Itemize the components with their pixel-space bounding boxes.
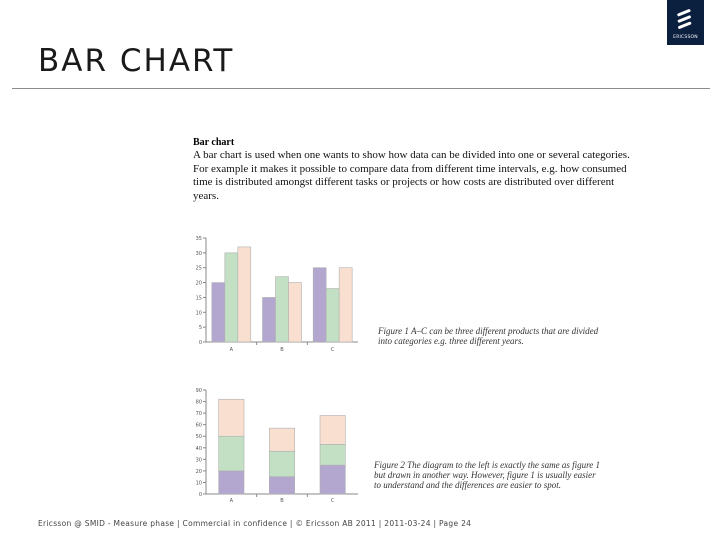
y-tick-label: 0: [198, 492, 202, 498]
bar: [326, 289, 339, 342]
x-tick-label: B: [280, 347, 284, 353]
bar: [225, 253, 238, 342]
bar-segment: [219, 471, 244, 494]
x-tick-label: C: [330, 347, 335, 353]
bar-segment: [269, 451, 294, 476]
bar: [276, 277, 289, 342]
y-tick-label: 20: [195, 280, 202, 287]
bar: [238, 247, 251, 342]
grouped-bar-chart-svg: [188, 232, 364, 356]
bar-segment: [320, 415, 345, 444]
y-tick-label: 0: [198, 340, 202, 346]
bar: [339, 268, 352, 342]
y-tick-label: 80: [195, 399, 202, 406]
bar: [212, 283, 225, 342]
y-tick-label: 60: [195, 422, 202, 429]
y-tick-label: 50: [195, 434, 202, 441]
y-tick-label: 90: [195, 388, 202, 394]
x-tick-label: A: [229, 498, 234, 504]
slide-title: BAR CHART: [38, 43, 235, 79]
figure1-caption: Figure 1 A–C can be three different products that are divided into categories e.g. three different years.: [378, 326, 599, 346]
bar: [288, 283, 301, 342]
bar: [263, 297, 276, 342]
y-tick-label: 30: [195, 457, 202, 464]
y-tick-label: 70: [195, 411, 202, 418]
figure2-caption: Figure 2 The diagram to the left is exactly the same as figure 1 but drawn in another way. However, figure 1 is usually easier to understand and the differences are easier to spot.: [374, 460, 601, 490]
x-tick-label: C: [330, 498, 335, 504]
bar-segment: [320, 465, 345, 494]
bar-segment: [219, 399, 244, 436]
slide-footer: Ericsson @ SMID - Measure phase | Commercial in confidence | © Ericsson AB 2011 | 2011-03-24 | Page 24: [38, 519, 472, 528]
stacked-bar-chart: [188, 384, 364, 515]
y-tick-label: 30: [195, 250, 202, 257]
document-heading: Bar chart: [193, 137, 235, 148]
y-tick-label: 15: [195, 295, 202, 302]
grouped-bar-chart: [188, 232, 364, 361]
logo-wordmark: ERICSSON: [673, 35, 698, 40]
ericsson-logo: [667, 0, 704, 45]
y-tick-label: 5: [198, 325, 202, 332]
bar-segment: [219, 436, 244, 471]
y-tick-label: 10: [195, 480, 202, 487]
y-tick-label: 20: [195, 468, 202, 475]
bar-segment: [320, 444, 345, 465]
document-body: A bar chart is used when one wants to show how data can be divided into one or several categories. For example it makes it possible to compare data from different time intervals, e.g. how consumed time is distributed amongst different tasks or projects or how costs are distributed over different years.: [193, 149, 630, 202]
bar: [313, 268, 326, 342]
x-tick-label: B: [280, 498, 284, 504]
stacked-bar-chart-svg: [188, 384, 364, 510]
y-tick-label: 25: [195, 265, 202, 272]
x-tick-label: A: [229, 347, 234, 353]
y-tick-label: 40: [195, 445, 202, 452]
y-tick-label: 10: [195, 310, 202, 317]
y-tick-label: 35: [195, 236, 202, 242]
bar-segment: [269, 477, 294, 494]
bar-segment: [269, 428, 294, 451]
title-divider: [12, 88, 710, 89]
